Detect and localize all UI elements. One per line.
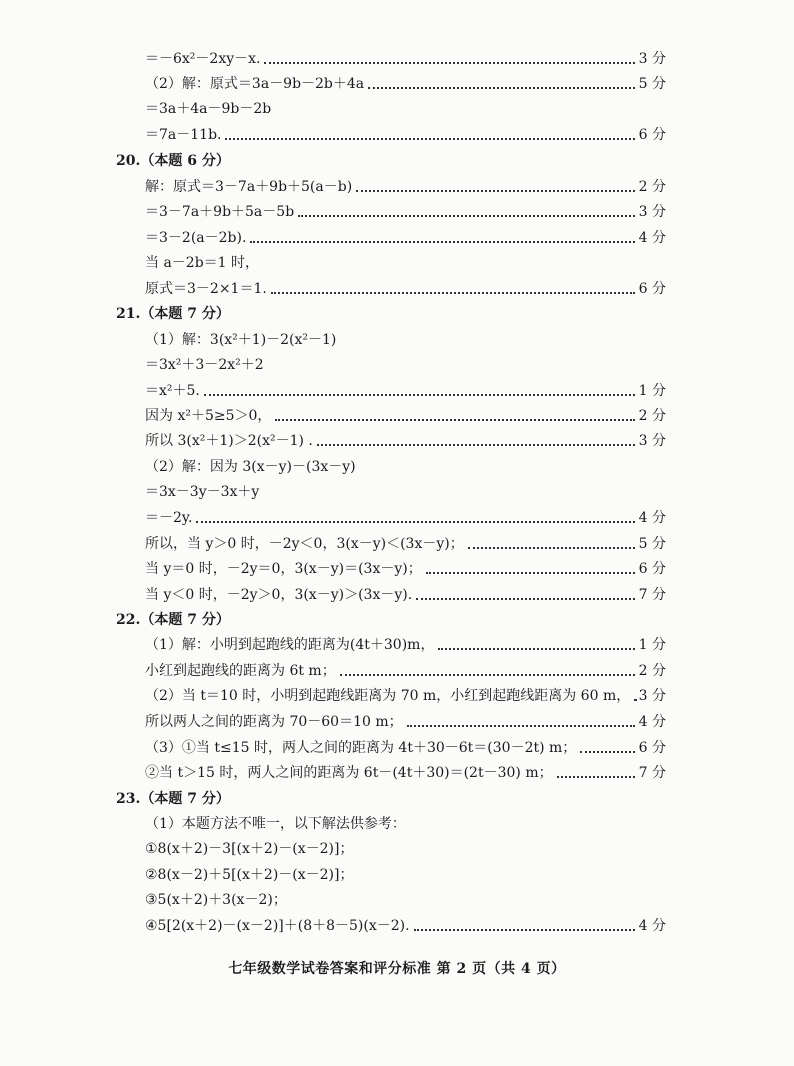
- dot-leader: [557, 776, 635, 778]
- score-label: 2 分: [638, 179, 666, 195]
- dot-leader: [271, 292, 635, 294]
- answer-line: [145, 176, 666, 198]
- answer-text: （3）①当 t≤15 时，两人之间的距离为 4t＋30－6t＝(30－2t) m；: [145, 740, 577, 756]
- answer-text: ＝3a＋4a－9b－2b: [145, 101, 272, 117]
- dot-leader: [580, 751, 634, 753]
- answer-text: 解：原式＝3－7a＋9b＋5(a－b): [145, 179, 353, 195]
- dot-leader: [438, 648, 634, 650]
- answer-text: 所以 3(x²＋1)＞2(x²－1) .: [145, 433, 313, 449]
- answer-text: ＝3－7a＋9b＋5a－5b: [145, 204, 295, 220]
- question-heading: 20.（本题 6 分）: [116, 153, 230, 169]
- answer-text: ④5[2(x＋2)－(x－2)]＋(8＋8－5)(x－2).: [145, 918, 410, 934]
- answer-line: [145, 329, 666, 351]
- answer-line: [145, 354, 666, 376]
- answer-line: [145, 227, 666, 249]
- score-label: 4 分: [638, 510, 666, 526]
- score-label: 4 分: [638, 230, 666, 246]
- page-footer: 七年级数学试卷答案和评分标准 第 2 页（共 4 页）: [228, 961, 566, 977]
- dot-leader: [275, 419, 634, 421]
- answer-text: 原式＝3－2×1＝1.: [145, 281, 267, 297]
- answer-text: 当 a－2b＝1 时，: [145, 255, 260, 271]
- dot-leader: [225, 138, 634, 140]
- dot-leader: [416, 598, 634, 600]
- answer-text: 当 y＜0 时，－2y＞0，3(x－y)＞(3x－y).: [145, 587, 413, 603]
- score-label: 7 分: [638, 587, 666, 603]
- score-label: 4 分: [638, 714, 666, 730]
- score-label: 6 分: [638, 740, 666, 756]
- answer-text: ＝3－2(a－2b).: [145, 230, 247, 246]
- answer-line: [145, 73, 666, 95]
- answer-text: ＝－2y.: [145, 510, 193, 526]
- score-label: 6 分: [638, 561, 666, 577]
- score-label: 1 分: [638, 637, 666, 653]
- answer-line: [145, 584, 666, 606]
- answer-line: [145, 430, 666, 452]
- answer-line: [145, 481, 666, 503]
- answer-line: [145, 507, 666, 529]
- answer-text: ②当 t＞15 时，两人之间的距离为 6t－(4t＋30)＝(2t－30) m；: [145, 765, 553, 781]
- answer-text: 所以，当 y＞0 时，－2y＜0，3(x－y)＜(3x－y)；: [145, 536, 464, 552]
- answer-text: 当 y＝0 时，－2y＝0，3(x－y)＝(3x－y)；: [145, 561, 422, 577]
- answer-text: 小红到起跑线的距离为 6t m；: [145, 663, 336, 679]
- answer-line: [145, 456, 666, 478]
- answer-line: [145, 838, 666, 860]
- dot-leader: [468, 547, 635, 549]
- question-heading: 23.（本题 7 分）: [116, 791, 230, 807]
- answer-line: [145, 98, 666, 120]
- score-label: 2 分: [638, 663, 666, 679]
- dot-leader: [426, 572, 635, 574]
- answer-line: [145, 813, 666, 835]
- answer-text: （1）本题方法不唯一，以下解法供参考：: [145, 816, 406, 832]
- dot-leader: [414, 929, 635, 931]
- dot-leader: [368, 87, 634, 89]
- dot-leader: [317, 444, 635, 446]
- dot-leader: [264, 62, 634, 64]
- score-label: 3 分: [638, 688, 666, 704]
- score-label: 4 分: [638, 918, 666, 934]
- answer-text: ＝－6x²－2xy－x.: [145, 51, 261, 67]
- answer-line: [145, 685, 666, 707]
- score-label: 3 分: [638, 433, 666, 449]
- score-label: 5 分: [638, 76, 666, 92]
- answer-text: 所以两人之间的距离为 70－60＝10 m；: [145, 714, 403, 730]
- answer-text: ＝x²＋5.: [145, 383, 200, 399]
- score-label: 6 分: [638, 127, 666, 143]
- answer-line: [145, 864, 666, 886]
- score-label: 2 分: [638, 408, 666, 424]
- answer-text: ＝3x－3y－3x＋y: [145, 484, 260, 500]
- answer-line: [145, 380, 666, 402]
- answer-line: [145, 634, 666, 656]
- dot-leader: [298, 215, 634, 217]
- question-heading: 21.（本题 7 分）: [116, 306, 230, 322]
- answer-line: [145, 558, 666, 580]
- score-label: 3 分: [638, 204, 666, 220]
- answer-text: （2）解：原式＝3a－9b－2b＋4a: [145, 76, 365, 92]
- answer-text: ③5(x＋2)＋3(x－2)；: [145, 892, 287, 908]
- score-label: 7 分: [638, 765, 666, 781]
- answer-line: [145, 405, 666, 427]
- answer-line: [145, 660, 666, 682]
- answer-line: [145, 278, 666, 300]
- answer-line: [145, 124, 666, 146]
- answer-line: [145, 889, 666, 911]
- score-label: 3 分: [638, 51, 666, 67]
- dot-leader: [407, 725, 635, 727]
- answer-line: [145, 737, 666, 759]
- answer-text: （1）解：3(x²＋1)－2(x²－1): [145, 332, 337, 348]
- dot-leader: [340, 674, 635, 676]
- answer-text: ②8(x－2)＋5[(x＋2)－(x－2)]；: [145, 867, 354, 883]
- question-heading: 22.（本题 7 分）: [116, 612, 230, 628]
- dot-leader: [196, 521, 634, 523]
- answer-text: （2）解：因为 3(x－y)－(3x－y): [145, 459, 356, 475]
- answer-line: [145, 252, 666, 274]
- answer-line: [145, 711, 666, 733]
- answer-line: [145, 762, 666, 784]
- answer-text: ＝7a－11b.: [145, 127, 222, 143]
- dot-leader: [250, 241, 634, 243]
- score-label: 1 分: [638, 383, 666, 399]
- dot-leader: [204, 394, 635, 396]
- answer-text: ＝3x²＋3－2x²＋2: [145, 357, 264, 373]
- dot-leader: [356, 190, 634, 192]
- answer-text: （2）当 t＝10 时，小明到起跑线距离为 70 m，小红到起跑线距离为 60 m，: [145, 688, 631, 704]
- answer-text: （1）解：小明到起跑线的距离为(4t＋30)m，: [145, 637, 435, 653]
- answer-line: [145, 915, 666, 937]
- answer-text: ①8(x＋2)－3[(x＋2)－(x－2)]；: [145, 841, 354, 857]
- answer-text: 因为 x²＋5≥5＞0，: [145, 408, 272, 424]
- answer-line: [145, 48, 666, 70]
- answer-line: [145, 533, 666, 555]
- score-label: 5 分: [638, 536, 666, 552]
- score-label: 6 分: [638, 281, 666, 297]
- answer-line: [145, 201, 666, 223]
